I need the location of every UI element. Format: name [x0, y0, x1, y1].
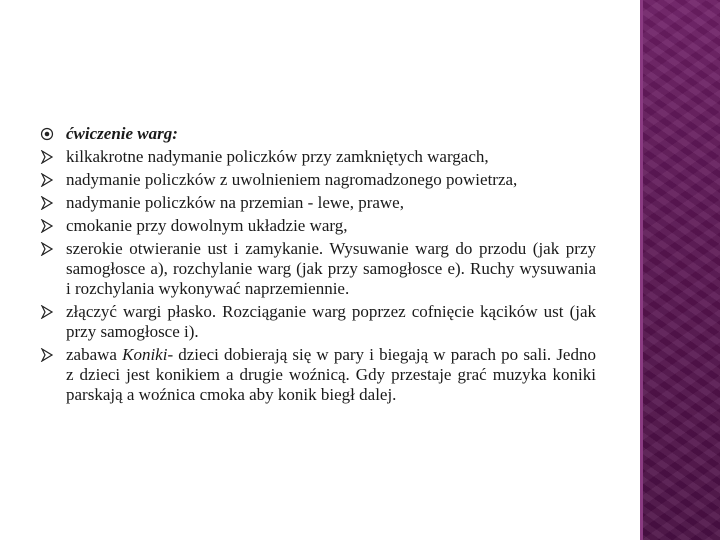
list-item-italic-word: Koniki — [122, 345, 168, 364]
list-item-text: kilkakrotne nadymanie policzków przy zamkniętych wargach, — [66, 147, 489, 166]
arrowhead-icon — [40, 219, 54, 233]
list-item-text-before: zabawa — [66, 345, 123, 364]
arrowhead-icon — [40, 173, 54, 187]
list-item — [40, 147, 596, 167]
list-item — [40, 302, 596, 342]
bullet-list — [40, 124, 596, 408]
list-item-heading — [40, 124, 596, 144]
list-item-text: nadymanie policzków na przemian - lewe, prawe, — [66, 193, 404, 212]
arrowhead-icon — [40, 348, 54, 362]
list-item-text: szerokie otwieranie ust i zamykanie. Wysuwanie warg do przodu (jak przy samogłosce a), rozchylanie warg (jak przy samogłosce e). Ruchy wysuwania i rozchylania wykonywać naprzemiennie. — [66, 239, 596, 298]
arrowhead-icon — [40, 242, 54, 256]
list-item — [40, 345, 596, 405]
list-item — [40, 216, 596, 236]
list-item-text: nadymanie policzków z uwolnieniem nagromadzonego powietrza, — [66, 170, 518, 189]
list-heading-text: ćwiczenie warg: — [66, 124, 178, 143]
list-item-text: złączyć wargi płasko. Rozciąganie warg poprzez cofnięcie kącików ust (jak przy samogłosce i). — [66, 302, 596, 341]
list-item-text: cmokanie przy dowolnym układzie warg, — [66, 216, 348, 235]
list-item — [40, 193, 596, 213]
circle-dot-icon — [40, 127, 54, 141]
list-item — [40, 170, 596, 190]
arrowhead-icon — [40, 305, 54, 319]
decorative-side-band — [640, 0, 720, 540]
arrowhead-icon — [40, 150, 54, 164]
side-band-edge — [640, 0, 643, 540]
list-item — [40, 239, 596, 299]
list-item-text-after: - dzieci dobierają się w pary i biegają w parach po sali. Jedno z dzieci jest konikiem a drugie woźnicą. Gdy przestaje grać muzyka koniki parskają a woźnica cmoka aby konik biegł dalej. — [66, 345, 596, 404]
arrowhead-icon — [40, 196, 54, 210]
